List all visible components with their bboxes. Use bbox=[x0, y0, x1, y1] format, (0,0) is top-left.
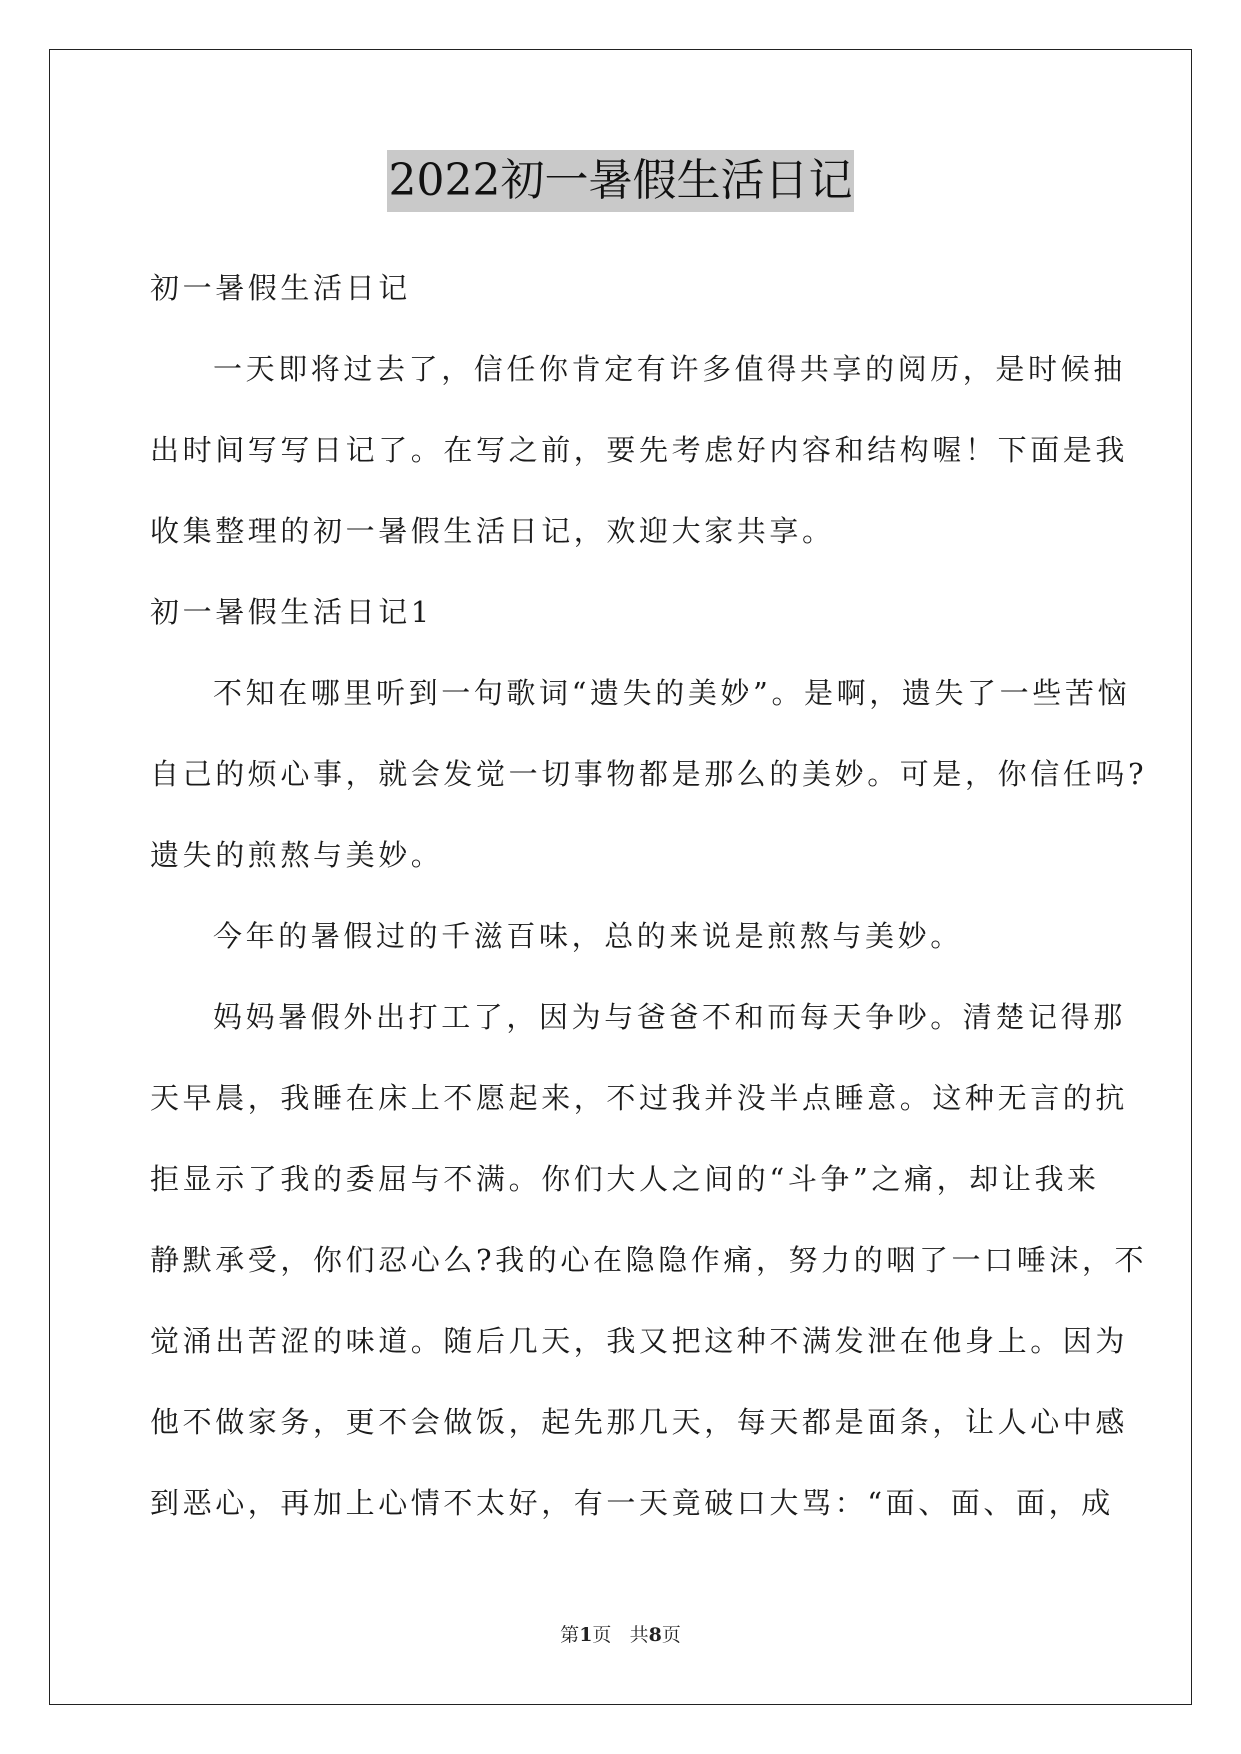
footer-prefix: 第 bbox=[560, 1624, 580, 1646]
footer-total-prefix: 共 bbox=[629, 1624, 649, 1646]
text-line: 收集整理的初一暑假生活日记，欢迎大家共享。 bbox=[150, 514, 835, 548]
text-line: 觉涌出苦涩的味道。随后几天，我又把这种不满发泄在他身上。因为 bbox=[150, 1324, 1129, 1358]
text-line: 妈妈暑假外出打工了，因为与爸爸不和而每天争吵。清楚记得那 bbox=[213, 1000, 1126, 1034]
text-line: 他不做家务，更不会做饭，起先那几天，每天都是面条，让人心中感 bbox=[150, 1405, 1129, 1439]
text-line: 初一暑假生活日记 bbox=[150, 271, 411, 305]
footer-total-pages: 8 bbox=[648, 1624, 662, 1646]
title-container bbox=[0, 150, 1241, 212]
text-line: 天早晨，我睡在床上不愿起来，不过我并没半点睡意。这种无言的抗 bbox=[150, 1081, 1129, 1115]
text-line: 出时间写写日记了。在写之前，要先考虑好内容和结构喔！下面是我 bbox=[150, 433, 1129, 467]
footer-total-suffix: 页 bbox=[661, 1624, 681, 1646]
text-line: 初一暑假生活日记1 bbox=[150, 595, 433, 629]
text-line: 到恶心，再加上心情不太好，有一天竟破口大骂：“面、面、面，成 bbox=[150, 1486, 1114, 1520]
text-line: 一天即将过去了，信任你肯定有许多值得共享的阅历，是时候抽 bbox=[213, 352, 1126, 386]
document-body bbox=[150, 256, 1148, 1552]
page-footer bbox=[0, 1620, 1241, 1647]
text-line: 今年的暑假过的千滋百味，总的来说是煎熬与美妙。 bbox=[213, 919, 963, 953]
document-title: 2022初一暑假生活日记 bbox=[387, 150, 855, 212]
text-line: 不知在哪里听到一句歌词“遗失的美妙”。是啊，遗失了一些苦恼 bbox=[213, 676, 1131, 710]
footer-page-number: 1 bbox=[579, 1624, 593, 1646]
text-line: 拒显示了我的委屈与不满。你们大人之间的“斗争”之痛，却让我来 bbox=[150, 1162, 1100, 1196]
footer-page-suffix: 页 bbox=[592, 1624, 612, 1646]
text-line: 遗失的煎熬与美妙。 bbox=[150, 838, 444, 872]
text-line: 自己的烦心事，就会发觉一切事物都是那么的美妙。可是，你信任吗? bbox=[150, 757, 1148, 791]
text-line: 静默承受，你们忍心么?我的心在隐隐作痛，努力的咽了一口唾沫，不 bbox=[150, 1243, 1148, 1277]
